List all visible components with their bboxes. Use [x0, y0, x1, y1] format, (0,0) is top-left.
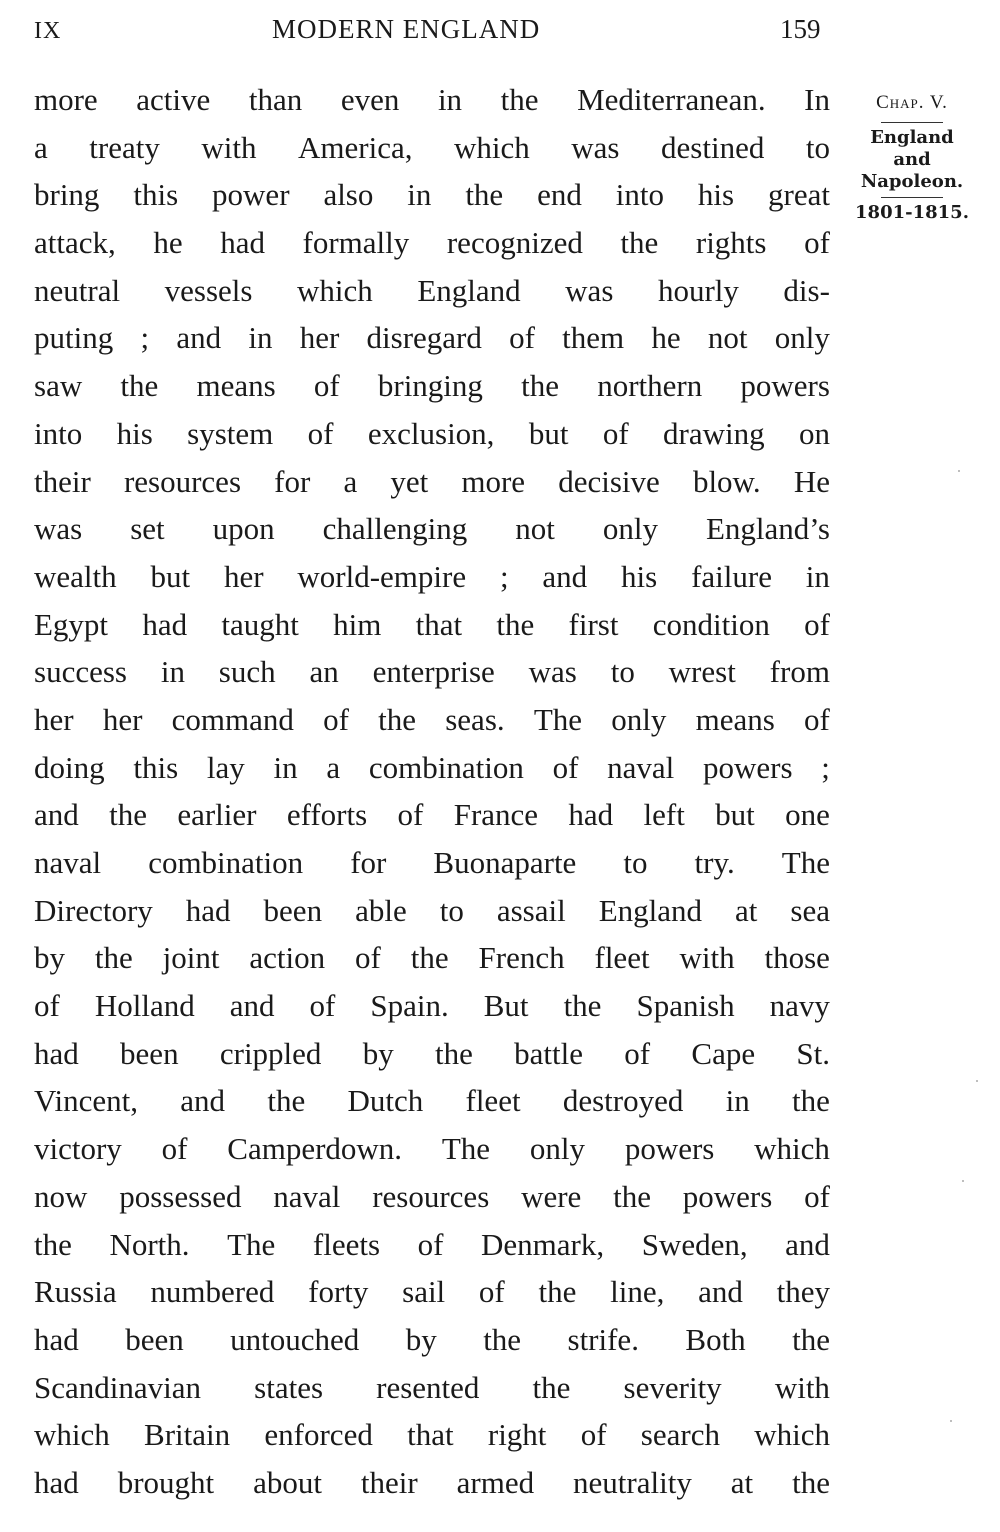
text-line: Egypt had taught him that the first condition of — [34, 606, 830, 642]
text-line: had brought about their armed neutrality at the — [34, 1464, 830, 1500]
margin-note-topic-line3: Napoleon. — [860, 171, 964, 192]
text-line: the North. The fleets of Denmark, Sweden, and — [34, 1226, 830, 1262]
margin-note-rule — [881, 122, 943, 123]
text-line: Scandinavian states resented the severity with — [34, 1369, 830, 1405]
text-line: more active than even in the Mediterranean. In — [34, 82, 830, 117]
text-line: puting ; and in her disregard of them he not only — [34, 320, 830, 356]
text-line: success in such an enterprise was to wrest from — [34, 654, 830, 690]
text-line: saw the means of bringing the northern powers — [34, 368, 830, 404]
margin-note-topic-line1: England — [870, 127, 954, 148]
text-line: had been untouched by the strife. Both the — [34, 1321, 830, 1357]
margin-note-topic-line2: and — [893, 149, 931, 170]
text-line: now possessed naval resources were the powers of — [34, 1178, 830, 1214]
text-line: had been crippled by the battle of Cape St. — [34, 1035, 830, 1071]
text-line: was set upon challenging not only England’s — [34, 511, 830, 547]
chapter-numeral: IX — [34, 18, 62, 44]
page-number: 159 — [780, 14, 821, 44]
text-line: into his system of exclusion, but of drawing on — [34, 415, 830, 451]
scan-speck — [976, 1080, 978, 1082]
text-line: of Holland and of Spain. But the Spanish navy — [34, 988, 830, 1024]
text-line: and the earlier efforts of France had left but one — [34, 797, 830, 833]
margin-note-rule-2 — [881, 197, 943, 198]
body-text — [34, 76, 830, 1507]
text-line: wealth but her world-empire ; and his failure in — [34, 558, 830, 594]
text-line: a treaty with America, which was destined to — [34, 129, 830, 165]
margin-note — [852, 88, 972, 223]
text-line: Vincent, and the Dutch fleet destroyed in the — [34, 1083, 830, 1119]
running-header — [0, 8, 1000, 48]
scan-speck — [962, 1180, 964, 1182]
margin-note-dates: 1801-1815. — [855, 202, 969, 223]
text-line: bring this power also in the end into his great — [34, 177, 830, 213]
text-line: doing this lay in a combination of naval powers ; — [34, 749, 830, 785]
text-line: naval combination for Buonaparte to try. The — [34, 845, 830, 880]
text-line: victory of Camperdown. The only powers which — [34, 1131, 830, 1167]
text-line: their resources for a yet more decisive blow. He — [34, 463, 830, 499]
margin-note-chapter: Chap. V. — [876, 92, 948, 113]
text-line: which Britain enforced that right of search which — [34, 1417, 830, 1453]
text-line: neutral vessels which England was hourly dis- — [34, 272, 830, 308]
text-line: Russia numbered forty sail of the line, and they — [34, 1274, 830, 1310]
scan-speck — [958, 470, 960, 472]
text-line: by the joint action of the French fleet with those — [34, 940, 830, 976]
scan-speck — [950, 1420, 952, 1422]
text-line: attack, he had formally recognized the rights of — [34, 225, 830, 261]
text-line: Directory had been able to assail England at sea — [34, 892, 830, 928]
running-title: MODERN ENGLAND — [272, 14, 541, 44]
text-line: her her command of the seas. The only means of — [34, 701, 830, 737]
